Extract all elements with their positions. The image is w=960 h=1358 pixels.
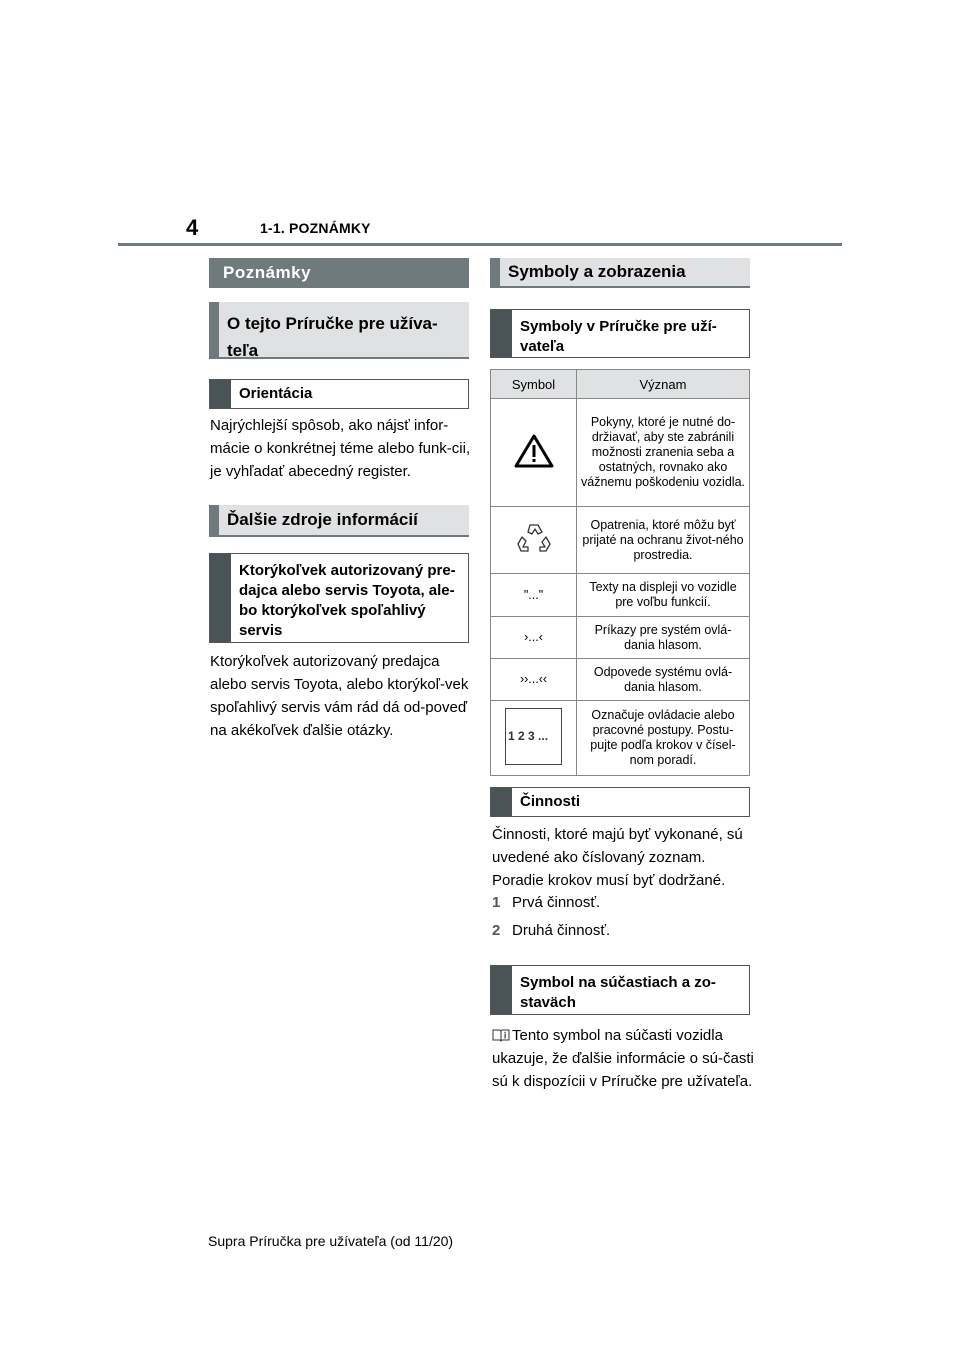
activities-paragraph: Činnosti, ktoré majú byť vykonané, sú uvedené ako číslovaný zoznam. Poradie krokov musí byť dodržané. bbox=[492, 826, 743, 889]
book-info-icon bbox=[492, 1028, 510, 1042]
warning-triangle-icon bbox=[514, 434, 554, 468]
meaning-cell: Príkazy pre systém ovlá-dania hlasom. bbox=[577, 617, 750, 659]
box-stripe bbox=[491, 310, 512, 357]
symbol-cell bbox=[491, 701, 577, 776]
table-row bbox=[491, 574, 750, 617]
meaning-cell: Texty na displeji vo vozidle pre voľbu funkcií. bbox=[577, 574, 750, 617]
box-label: Činnosti bbox=[520, 793, 580, 810]
list-item bbox=[492, 891, 754, 914]
step-text: Druhá činnosť. bbox=[512, 922, 611, 939]
header-rule bbox=[118, 243, 842, 246]
box-label: Orientácia bbox=[239, 385, 313, 402]
table-header-row bbox=[491, 370, 750, 399]
table-row bbox=[491, 659, 750, 701]
table-row bbox=[491, 507, 750, 574]
symbol-cell: "..." bbox=[491, 574, 577, 617]
table-row bbox=[491, 617, 750, 659]
table-header-symbol: Symbol bbox=[491, 370, 577, 399]
step-number: 1 bbox=[492, 894, 501, 911]
orientation-paragraph: Najrýchlejší spôsob, ako nájsť infor-mácie o konkrétnej téme alebo funk-cii, je vyhľadať abecedný register. bbox=[210, 417, 471, 480]
box-symbols-in-manual bbox=[490, 309, 750, 358]
symbol-cell: ›...‹ bbox=[491, 617, 577, 659]
steps-symbol-icon bbox=[505, 708, 562, 765]
box-stripe bbox=[491, 788, 512, 816]
page-number: 4 bbox=[186, 215, 199, 240]
symbol-cell bbox=[491, 507, 577, 574]
table-header-meaning: Význam bbox=[577, 370, 750, 399]
section-title: 1-1. POZNÁMKY bbox=[260, 220, 371, 236]
step-number: 2 bbox=[492, 922, 501, 939]
box-orientation bbox=[209, 379, 469, 409]
footer-text: Supra Príručka pre užívateľa (od 11/20) bbox=[208, 1233, 454, 1249]
step-text: Prvá činnosť. bbox=[512, 894, 601, 911]
recycle-icon bbox=[516, 521, 552, 555]
steps-symbol-text: 1 2 3 ... bbox=[508, 728, 549, 743]
box-activities bbox=[490, 787, 750, 817]
box-parts-symbol bbox=[490, 965, 750, 1015]
box-label: Symbol na súčastiach a zo-staväch bbox=[520, 974, 716, 1011]
meaning-cell: Odpovede systému ovlá-dania hlasom. bbox=[577, 659, 750, 701]
table-row bbox=[491, 701, 750, 776]
dealer-paragraph: Ktorýkoľvek autorizovaný predajca alebo servis Toyota, alebo ktorýkoľ-vek spoľahlivý servis vám rád dá od-poveď na akékoľvek ďalšie otázky. bbox=[210, 653, 469, 739]
table-row bbox=[491, 399, 750, 507]
box-label: Ktorýkoľvek autorizovaný pre-dajca alebo servis Toyota, ale-bo ktorýkoľvek spoľahlivý servis bbox=[239, 562, 456, 639]
step-list bbox=[492, 891, 754, 942]
symbols-table bbox=[490, 369, 750, 776]
list-item bbox=[492, 919, 754, 942]
box-label: Symboly v Príručke pre uží-vateľa bbox=[520, 318, 717, 355]
heading-about-manual: O tejto Príručke pre užíva-teľa bbox=[209, 302, 469, 359]
meaning-cell: Pokyny, ktoré je nutné do-držiavať, aby ste zabránili možnosti zranenia seba a ostatných, rovnako ako vážnemu poškodeniu vozidla. bbox=[577, 399, 750, 507]
box-dealer bbox=[209, 553, 469, 643]
box-stripe bbox=[491, 966, 512, 1014]
heading-poznamky: Poznámky bbox=[209, 258, 469, 288]
meaning-cell: Označuje ovládacie alebo pracovné postupy. Postu-pujte podľa krokov v čísel-nom poradí. bbox=[577, 701, 750, 776]
symbol-cell: ››...‹‹ bbox=[491, 659, 577, 701]
parts-paragraph bbox=[492, 1024, 754, 1093]
box-stripe bbox=[210, 380, 231, 408]
parts-text: Tento symbol na súčasti vozidla ukazuje, že ďalšie informácie o sú-časti sú k dispozícii v Príručke pre užívateľa. bbox=[492, 1027, 754, 1090]
heading-other-sources: Ďalšie zdroje informácií bbox=[209, 505, 469, 537]
heading-symbols-displays: Symboly a zobrazenia bbox=[490, 258, 750, 288]
meaning-cell: Opatrenia, ktoré môžu byť prijaté na ochranu život-ného prostredia. bbox=[577, 507, 750, 574]
box-stripe bbox=[210, 554, 231, 642]
symbol-cell bbox=[491, 399, 577, 507]
